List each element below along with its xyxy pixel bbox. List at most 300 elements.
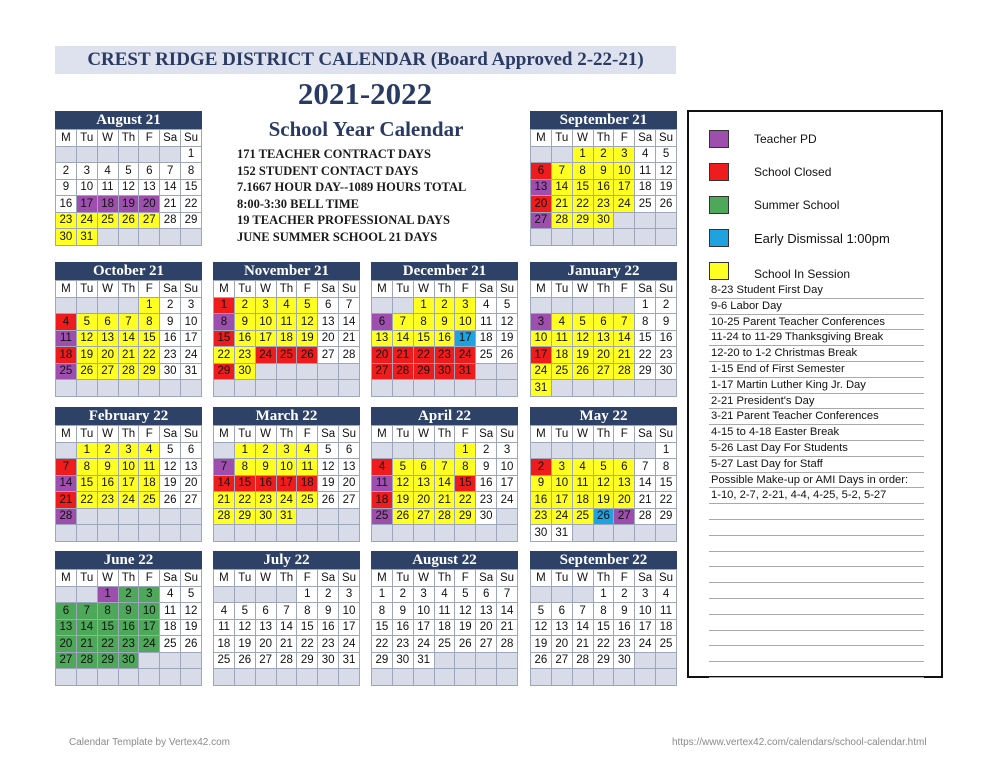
month-title: February 22 <box>55 407 202 425</box>
info-line: 8:00-3:30 BELL TIME <box>237 196 360 211</box>
empty-cell <box>497 508 518 525</box>
day-cell: 20 <box>551 636 572 653</box>
empty-cell <box>434 442 455 459</box>
day-cell: 9 <box>118 603 139 620</box>
event-line: Possible Make-up or AMI Days in order: <box>709 473 924 489</box>
empty-cell <box>656 380 677 397</box>
day-cell: 1 <box>572 146 593 163</box>
day-cell: 12 <box>572 330 593 347</box>
empty-cell <box>572 229 593 246</box>
empty-cell <box>297 669 318 686</box>
empty-cell <box>476 669 497 686</box>
weekday-label: M <box>214 281 235 298</box>
day-cell: 14 <box>339 314 360 331</box>
empty-cell <box>531 442 552 459</box>
weekday-label: Su <box>181 426 202 443</box>
day-cell: 31 <box>76 229 97 246</box>
day-cell: 13 <box>181 459 202 476</box>
empty-cell <box>76 508 97 525</box>
empty-cell <box>181 652 202 669</box>
empty-cell <box>413 669 434 686</box>
day-cell: 23 <box>614 636 635 653</box>
empty-cell <box>97 146 118 163</box>
weekday-label: Sa <box>160 281 181 298</box>
day-cell: 27 <box>139 212 160 229</box>
legend-panel <box>687 110 943 678</box>
day-cell: 13 <box>372 330 393 347</box>
empty-cell <box>181 669 202 686</box>
day-cell: 4 <box>276 297 297 314</box>
weekday-label: M <box>372 426 393 443</box>
event-line <box>709 599 924 615</box>
event-line: 2-21 President's Day <box>709 394 924 410</box>
day-cell: 18 <box>97 196 118 213</box>
empty-cell <box>614 442 635 459</box>
day-cell: 12 <box>656 163 677 180</box>
day-cell: 22 <box>372 636 393 653</box>
empty-cell <box>160 380 181 397</box>
day-cell: 23 <box>118 636 139 653</box>
empty-cell <box>76 297 97 314</box>
empty-cell <box>413 442 434 459</box>
day-cell: 26 <box>160 492 181 509</box>
day-cell: 1 <box>214 297 235 314</box>
empty-cell <box>551 442 572 459</box>
day-cell: 26 <box>656 196 677 213</box>
empty-cell <box>476 652 497 669</box>
day-cell: 9 <box>160 314 181 331</box>
day-cell: 18 <box>476 330 497 347</box>
day-cell: 24 <box>181 347 202 364</box>
empty-cell <box>593 442 614 459</box>
weekday-label: F <box>297 570 318 587</box>
day-cell: 27 <box>255 652 276 669</box>
day-cell: 18 <box>160 619 181 636</box>
weekday-label: Tu <box>392 570 413 587</box>
legend-swatch <box>709 196 729 214</box>
day-cell: 6 <box>318 297 339 314</box>
weekday-label: Th <box>276 281 297 298</box>
day-cell: 13 <box>97 330 118 347</box>
day-cell: 14 <box>614 330 635 347</box>
weekday-label: Tu <box>76 281 97 298</box>
day-cell: 25 <box>434 636 455 653</box>
day-cell: 10 <box>413 603 434 620</box>
day-cell: 30 <box>434 363 455 380</box>
day-cell: 24 <box>413 636 434 653</box>
event-line: 4-15 to 4-18 Easter Break <box>709 425 924 441</box>
day-cell: 14 <box>497 603 518 620</box>
empty-cell <box>339 508 360 525</box>
day-cell: 7 <box>614 314 635 331</box>
day-cell: 16 <box>318 619 339 636</box>
day-cell: 27 <box>56 652 77 669</box>
day-cell: 27 <box>97 363 118 380</box>
empty-cell <box>297 508 318 525</box>
day-cell: 18 <box>56 347 77 364</box>
weekday-label: Tu <box>234 426 255 443</box>
day-cell: 30 <box>593 212 614 229</box>
day-cell: 4 <box>214 603 235 620</box>
day-cell: 19 <box>318 475 339 492</box>
day-cell: 14 <box>56 475 77 492</box>
day-cell: 13 <box>339 459 360 476</box>
day-cell: 18 <box>139 475 160 492</box>
day-cell: 28 <box>76 652 97 669</box>
weekday-label: Su <box>497 570 518 587</box>
empty-cell <box>476 363 497 380</box>
day-cell: 2 <box>656 297 677 314</box>
empty-cell <box>139 508 160 525</box>
day-cell: 3 <box>139 586 160 603</box>
legend-label: School In Session <box>754 267 851 281</box>
day-cell: 11 <box>434 603 455 620</box>
day-cell: 28 <box>497 636 518 653</box>
day-cell: 14 <box>160 179 181 196</box>
day-cell: 21 <box>635 492 656 509</box>
empty-cell <box>297 363 318 380</box>
day-cell: 7 <box>572 603 593 620</box>
empty-cell <box>56 380 77 397</box>
day-cell: 21 <box>392 347 413 364</box>
day-cell: 5 <box>318 442 339 459</box>
day-cell: 23 <box>56 212 77 229</box>
day-cell: 28 <box>56 508 77 525</box>
day-cell: 19 <box>455 619 476 636</box>
weekday-label: F <box>297 281 318 298</box>
legend-swatch <box>709 163 729 181</box>
empty-cell <box>97 669 118 686</box>
empty-cell <box>392 442 413 459</box>
empty-cell <box>551 297 572 314</box>
day-cell: 17 <box>181 330 202 347</box>
empty-cell <box>139 380 160 397</box>
day-cell: 9 <box>234 314 255 331</box>
day-cell: 10 <box>118 459 139 476</box>
day-cell: 4 <box>160 586 181 603</box>
empty-cell <box>614 229 635 246</box>
day-cell: 13 <box>476 603 497 620</box>
weekday-label: W <box>97 281 118 298</box>
day-cell: 30 <box>318 652 339 669</box>
day-cell: 12 <box>318 459 339 476</box>
day-cell: 22 <box>635 347 656 364</box>
day-cell: 6 <box>255 603 276 620</box>
day-cell: 24 <box>339 636 360 653</box>
weekday-label: Th <box>593 281 614 298</box>
day-cell: 13 <box>551 619 572 636</box>
empty-cell <box>593 525 614 542</box>
day-cell: 31 <box>455 363 476 380</box>
day-cell: 6 <box>372 314 393 331</box>
day-cell: 2 <box>593 146 614 163</box>
day-cell: 17 <box>276 475 297 492</box>
day-cell: 2 <box>392 586 413 603</box>
day-cell: 31 <box>339 652 360 669</box>
empty-cell <box>255 586 276 603</box>
event-line: 1-17 Martin Luther King Jr. Day <box>709 378 924 394</box>
day-cell: 7 <box>434 459 455 476</box>
day-cell: 20 <box>318 330 339 347</box>
empty-cell <box>551 146 572 163</box>
empty-cell <box>234 380 255 397</box>
day-cell: 1 <box>656 442 677 459</box>
day-cell: 15 <box>97 619 118 636</box>
empty-cell <box>160 229 181 246</box>
day-cell: 27 <box>551 652 572 669</box>
day-cell: 18 <box>551 347 572 364</box>
weekday-label: Tu <box>551 281 572 298</box>
empty-cell <box>413 525 434 542</box>
calendar-subtitle: School Year Calendar <box>268 117 464 141</box>
day-cell: 24 <box>276 492 297 509</box>
month-title: June 22 <box>55 551 202 569</box>
empty-cell <box>255 380 276 397</box>
weekday-label: Sa <box>635 130 656 147</box>
day-cell: 28 <box>214 508 235 525</box>
empty-cell <box>635 442 656 459</box>
day-cell: 11 <box>276 314 297 331</box>
empty-cell <box>476 525 497 542</box>
day-cell: 12 <box>76 330 97 347</box>
day-cell: 7 <box>76 603 97 620</box>
event-line <box>709 646 924 662</box>
empty-cell <box>118 525 139 542</box>
empty-cell <box>118 380 139 397</box>
day-cell: 20 <box>476 619 497 636</box>
empty-cell <box>160 669 181 686</box>
day-cell: 10 <box>339 603 360 620</box>
day-cell: 24 <box>531 363 552 380</box>
legend-label: Early Dismissal 1:00pm <box>754 231 890 246</box>
weekday-label: Sa <box>476 281 497 298</box>
day-cell: 12 <box>497 314 518 331</box>
weekday-label: Tu <box>392 426 413 443</box>
day-cell: 9 <box>56 179 77 196</box>
day-cell: 17 <box>118 475 139 492</box>
empty-cell <box>635 525 656 542</box>
day-cell: 22 <box>181 196 202 213</box>
legend-swatch <box>709 229 729 247</box>
day-cell: 2 <box>476 442 497 459</box>
day-cell: 25 <box>476 347 497 364</box>
day-cell: 22 <box>656 492 677 509</box>
day-cell: 17 <box>635 619 656 636</box>
day-cell: 20 <box>181 475 202 492</box>
empty-cell <box>572 669 593 686</box>
weekday-label: Th <box>593 570 614 587</box>
day-cell: 23 <box>255 492 276 509</box>
month-calendar <box>55 111 202 246</box>
empty-cell <box>572 586 593 603</box>
day-cell: 3 <box>118 442 139 459</box>
day-cell: 14 <box>214 475 235 492</box>
day-cell: 15 <box>572 179 593 196</box>
day-cell: 17 <box>413 619 434 636</box>
day-cell: 8 <box>234 459 255 476</box>
day-cell: 13 <box>255 619 276 636</box>
empty-cell <box>434 380 455 397</box>
day-cell: 19 <box>118 196 139 213</box>
empty-cell <box>160 652 181 669</box>
empty-cell <box>276 363 297 380</box>
empty-cell <box>635 229 656 246</box>
day-cell: 18 <box>276 330 297 347</box>
day-cell: 12 <box>531 619 552 636</box>
empty-cell <box>234 669 255 686</box>
month-calendar <box>530 111 677 246</box>
day-cell: 26 <box>593 508 614 525</box>
day-cell: 15 <box>214 330 235 347</box>
day-cell: 8 <box>635 314 656 331</box>
day-cell: 29 <box>97 652 118 669</box>
day-cell: 9 <box>656 314 677 331</box>
day-cell: 4 <box>372 459 393 476</box>
day-cell: 11 <box>635 163 656 180</box>
page-title: CREST RIDGE DISTRICT CALENDAR (Board Approved 2-22-21) <box>55 46 676 74</box>
weekday-label: F <box>297 426 318 443</box>
weekday-label: M <box>56 570 77 587</box>
empty-cell <box>531 297 552 314</box>
day-cell: 12 <box>455 603 476 620</box>
empty-cell <box>76 669 97 686</box>
legend-label: School Closed <box>754 165 832 179</box>
day-cell: 23 <box>531 508 552 525</box>
day-cell: 15 <box>76 475 97 492</box>
event-line <box>709 567 924 583</box>
day-cell: 14 <box>551 179 572 196</box>
empty-cell <box>656 229 677 246</box>
day-cell: 22 <box>214 347 235 364</box>
weekday-label: F <box>139 570 160 587</box>
day-cell: 16 <box>255 475 276 492</box>
empty-cell <box>234 586 255 603</box>
empty-cell <box>372 380 393 397</box>
weekday-label: M <box>372 570 393 587</box>
day-cell: 29 <box>593 652 614 669</box>
day-cell: 4 <box>572 459 593 476</box>
day-cell: 8 <box>76 459 97 476</box>
day-cell: 24 <box>255 347 276 364</box>
day-cell: 17 <box>497 475 518 492</box>
month-calendar <box>371 262 518 397</box>
day-cell: 2 <box>56 163 77 180</box>
weekday-label: W <box>255 426 276 443</box>
day-cell: 15 <box>234 475 255 492</box>
day-cell: 1 <box>635 297 656 314</box>
weekday-label: W <box>572 570 593 587</box>
empty-cell <box>181 380 202 397</box>
day-cell: 10 <box>139 603 160 620</box>
day-cell: 5 <box>455 586 476 603</box>
day-cell: 16 <box>160 330 181 347</box>
day-cell: 12 <box>181 603 202 620</box>
weekday-label: Th <box>434 281 455 298</box>
weekday-label: Su <box>656 130 677 147</box>
empty-cell <box>392 297 413 314</box>
day-cell: 7 <box>160 163 181 180</box>
day-cell: 10 <box>635 603 656 620</box>
day-cell: 28 <box>635 508 656 525</box>
day-cell: 6 <box>531 163 552 180</box>
empty-cell <box>593 380 614 397</box>
empty-cell <box>551 229 572 246</box>
day-cell: 18 <box>297 475 318 492</box>
event-line: 8-23 Student First Day <box>709 283 924 299</box>
empty-cell <box>531 146 552 163</box>
weekday-label: F <box>614 570 635 587</box>
day-cell: 22 <box>139 347 160 364</box>
day-cell: 30 <box>255 508 276 525</box>
day-cell: 8 <box>455 459 476 476</box>
day-cell: 6 <box>339 442 360 459</box>
day-cell: 9 <box>255 459 276 476</box>
day-cell: 22 <box>97 636 118 653</box>
day-cell: 23 <box>318 636 339 653</box>
day-cell: 15 <box>455 475 476 492</box>
day-cell: 26 <box>318 492 339 509</box>
day-cell: 26 <box>572 363 593 380</box>
day-cell: 23 <box>392 636 413 653</box>
day-cell: 16 <box>392 619 413 636</box>
day-cell: 7 <box>214 459 235 476</box>
day-cell: 6 <box>97 314 118 331</box>
day-cell: 10 <box>255 314 276 331</box>
month-calendar <box>530 407 677 542</box>
month-title: May 22 <box>530 407 677 425</box>
empty-cell <box>455 525 476 542</box>
day-cell: 6 <box>139 163 160 180</box>
month-calendar <box>55 407 202 542</box>
day-cell: 23 <box>434 347 455 364</box>
day-cell: 28 <box>339 347 360 364</box>
day-cell: 12 <box>160 459 181 476</box>
day-cell: 22 <box>572 196 593 213</box>
day-cell: 8 <box>656 459 677 476</box>
day-cell: 12 <box>118 179 139 196</box>
empty-cell <box>572 297 593 314</box>
day-cell: 8 <box>181 163 202 180</box>
month-title: September 21 <box>530 111 677 129</box>
day-cell: 21 <box>160 196 181 213</box>
empty-cell <box>97 508 118 525</box>
day-cell: 15 <box>656 475 677 492</box>
event-line: 5-26 Last Day For Students <box>709 441 924 457</box>
day-cell: 27 <box>339 492 360 509</box>
empty-cell <box>276 586 297 603</box>
empty-cell <box>181 229 202 246</box>
day-cell: 14 <box>434 475 455 492</box>
day-cell: 9 <box>434 314 455 331</box>
day-cell: 3 <box>413 586 434 603</box>
day-cell: 18 <box>372 492 393 509</box>
empty-cell <box>635 669 656 686</box>
empty-cell <box>56 525 77 542</box>
day-cell: 7 <box>276 603 297 620</box>
day-cell: 12 <box>593 475 614 492</box>
weekday-label: F <box>455 570 476 587</box>
event-line: 1-15 End of First Semester <box>709 362 924 378</box>
day-cell: 13 <box>531 179 552 196</box>
weekday-label: Su <box>181 570 202 587</box>
day-cell: 17 <box>76 196 97 213</box>
empty-cell <box>214 380 235 397</box>
info-line: 19 TEACHER PROFESSIONAL DAYS <box>237 213 450 227</box>
day-cell: 7 <box>635 459 656 476</box>
day-cell: 21 <box>339 330 360 347</box>
empty-cell <box>614 380 635 397</box>
empty-cell <box>160 508 181 525</box>
